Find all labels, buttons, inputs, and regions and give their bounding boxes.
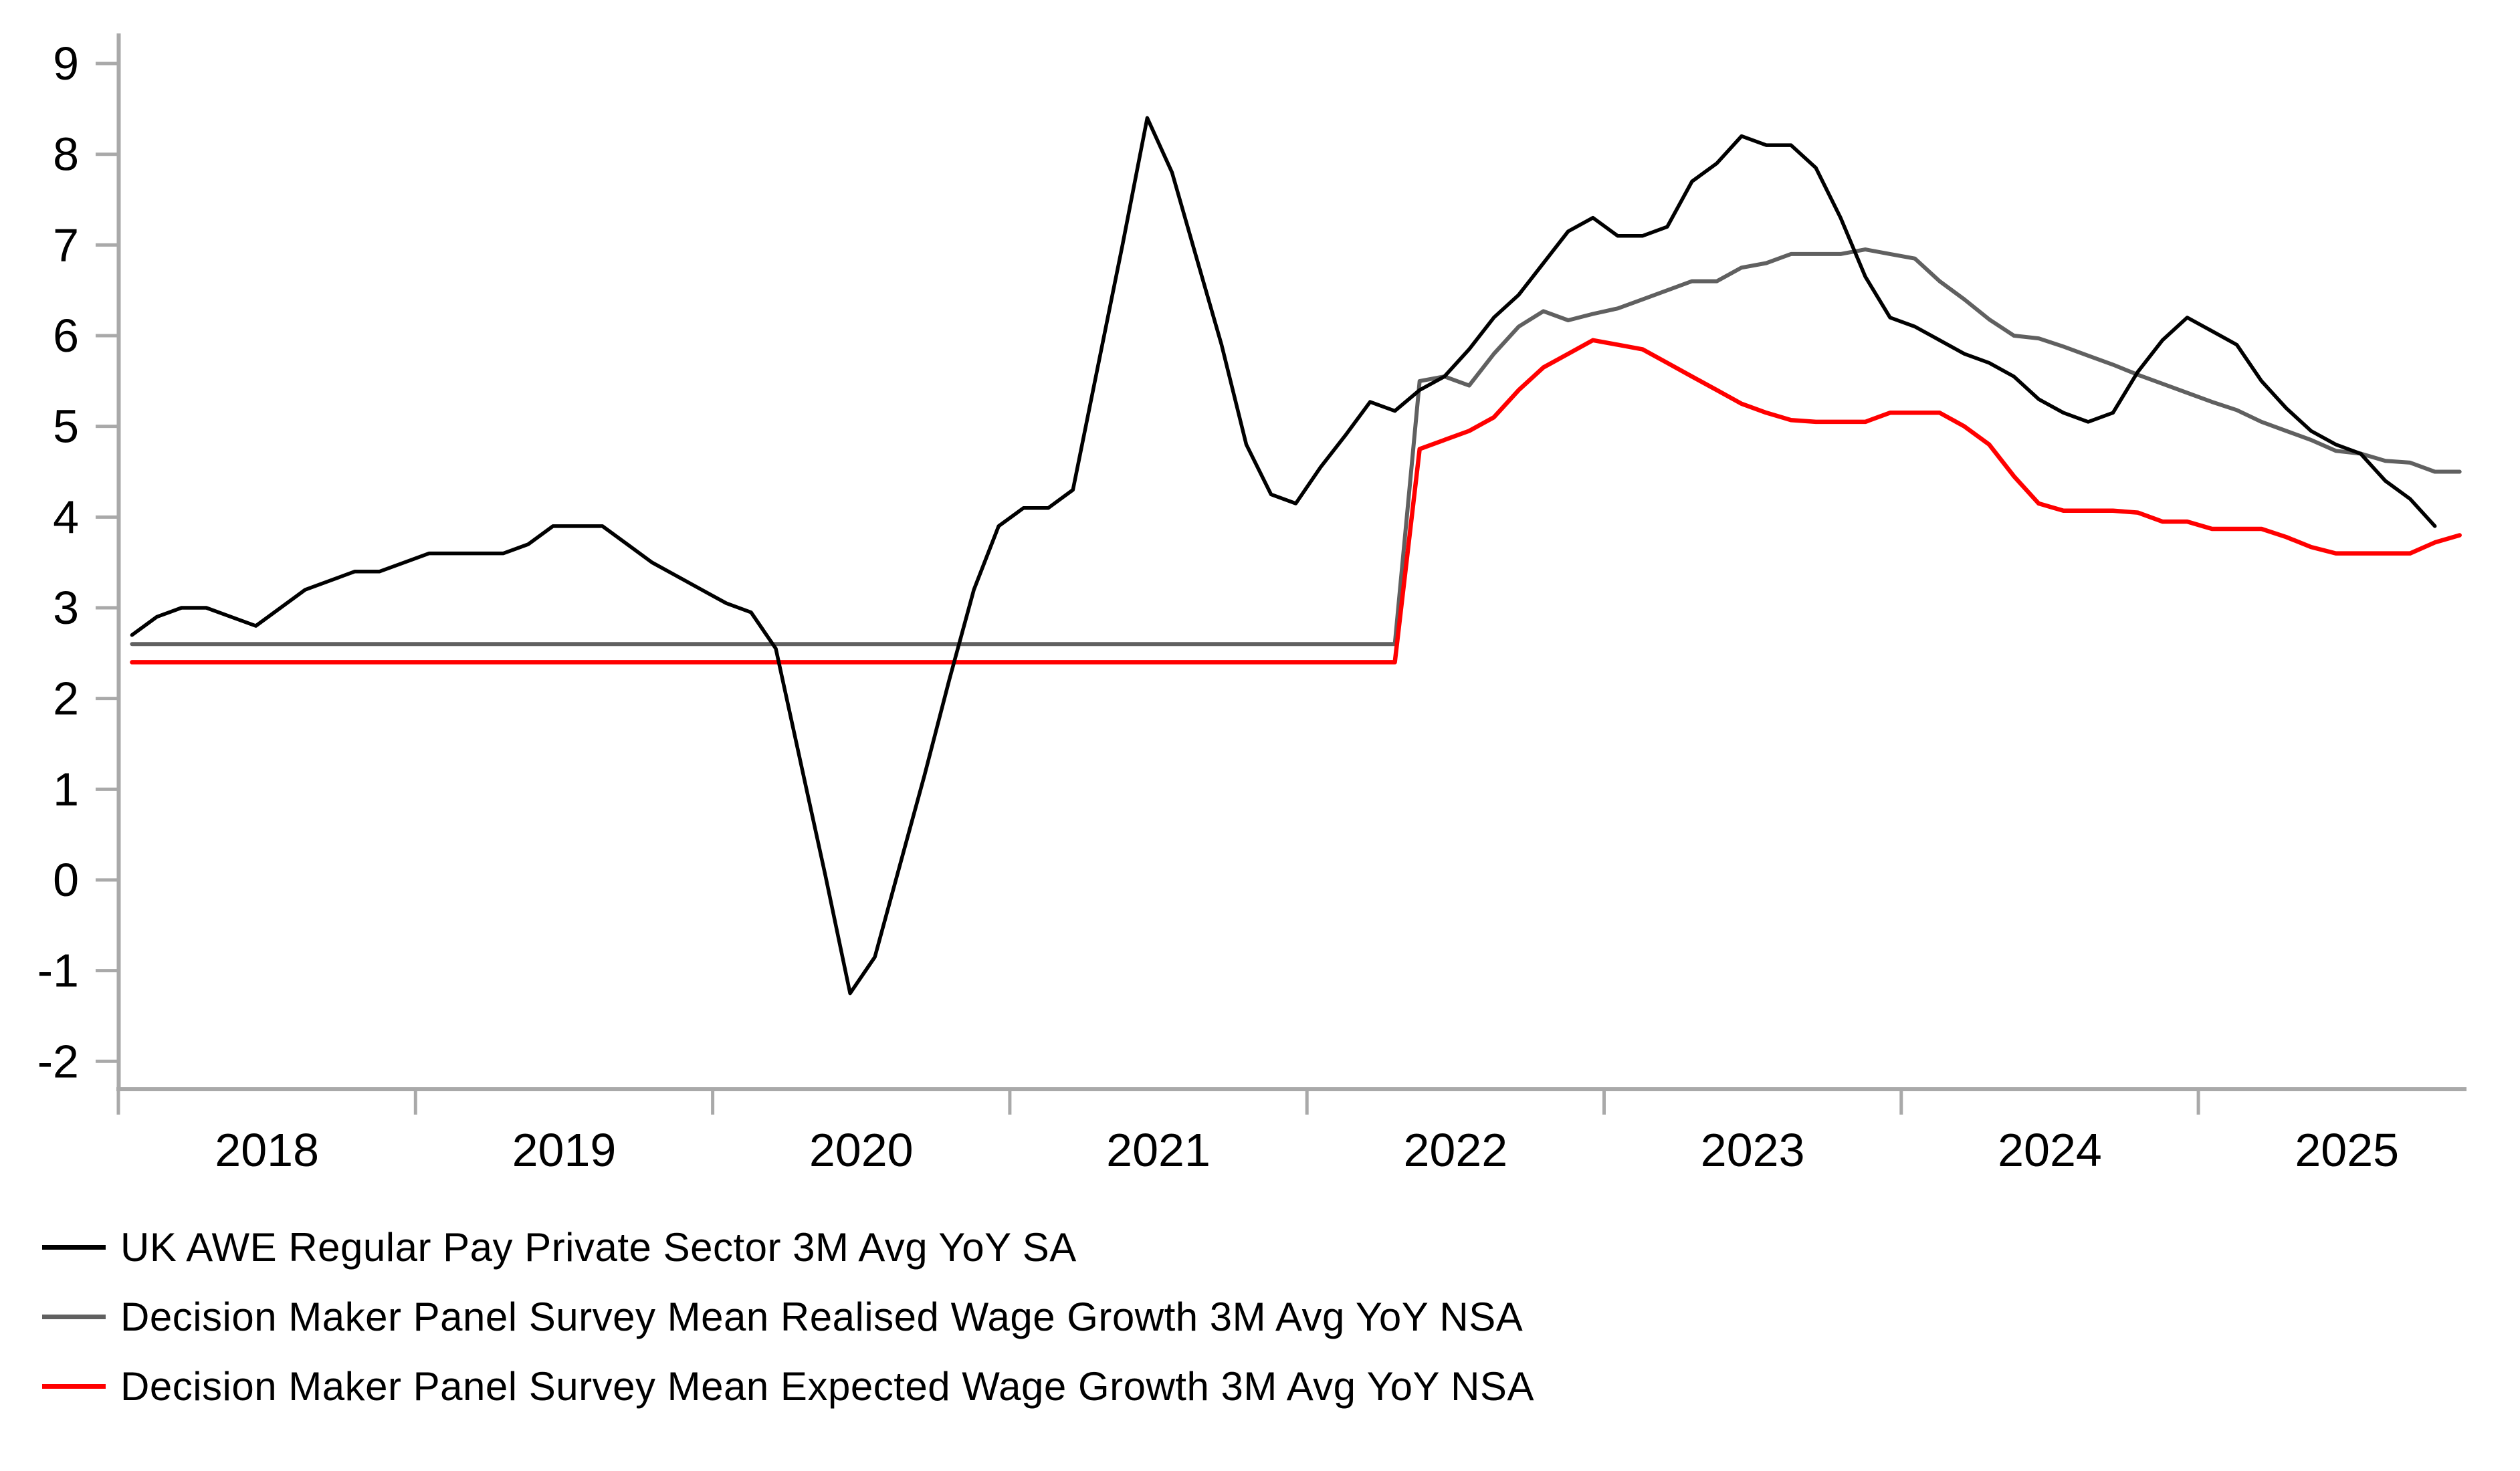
y-tick-label: -2 [37, 1035, 79, 1088]
x-tick-label: 2022 [1403, 1124, 1508, 1176]
y-tick-label: 7 [53, 219, 79, 271]
legend-item-dmp-realised [42, 1290, 1523, 1343]
legend-item-awe [42, 1220, 1077, 1274]
y-tick-label: 3 [53, 582, 79, 634]
legend-label-dmp-realised: Decision Maker Panel Survey Mean Realised Wage Growth 3M Avg YoY NSA [120, 1294, 1524, 1339]
y-tick-label: 5 [53, 400, 79, 453]
y-tick-label: 2 [53, 672, 79, 725]
y-tick-label: 8 [53, 128, 79, 181]
x-tick-label: 2019 [512, 1124, 617, 1176]
y-tick-label: 6 [53, 310, 79, 362]
x-tick-label: 2018 [215, 1124, 320, 1176]
axis-tick-labels [37, 37, 2399, 1176]
legend-swatch-expected-line [42, 1384, 106, 1389]
series-dmp-realised-line [132, 249, 2459, 644]
series-awe-line [132, 118, 2434, 993]
y-tick-label: 4 [53, 491, 79, 544]
legend-swatch-awe-line [42, 1245, 106, 1250]
legend-label-awe: UK AWE Regular Pay Private Sector 3M Avg YoY SA [120, 1224, 1077, 1270]
y-tick-label: -1 [37, 944, 79, 997]
legend-label-dmp-expected: Decision Maker Panel Survey Mean Expected Wage Growth 3M Avg YoY NSA [120, 1363, 1534, 1409]
x-tick-label: 2025 [2295, 1124, 2400, 1176]
x-tick-label: 2021 [1106, 1124, 1211, 1176]
y-tick-label: 1 [53, 763, 79, 816]
x-tick-label: 2020 [809, 1124, 914, 1176]
legend-item-dmp-expected [42, 1359, 1534, 1413]
data-series [132, 118, 2459, 993]
y-tick-label: 9 [53, 37, 79, 90]
x-tick-label: 2023 [1700, 1124, 1805, 1176]
y-tick-label: 0 [53, 853, 79, 906]
x-tick-label: 2024 [1998, 1124, 2102, 1176]
axes [96, 33, 2466, 1115]
legend-swatch-realised-line [42, 1315, 106, 1319]
